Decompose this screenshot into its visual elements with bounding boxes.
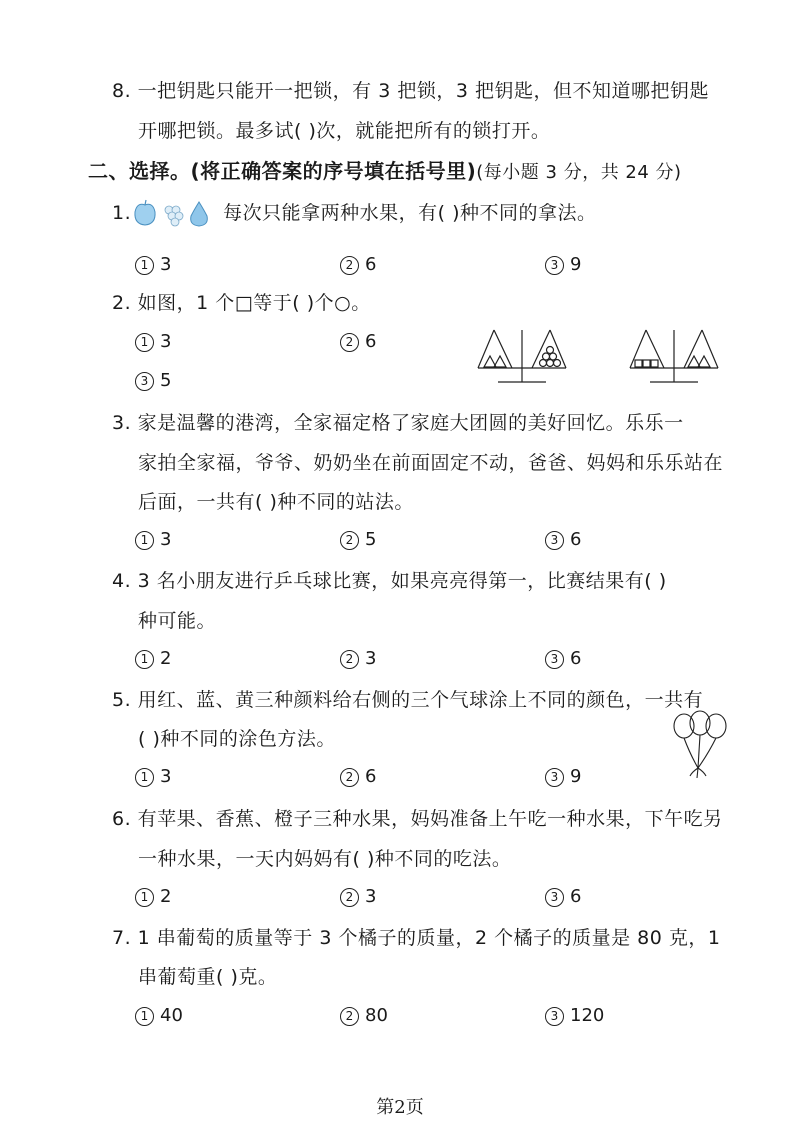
q7-option-1: 1 40 bbox=[135, 1004, 183, 1028]
q1-option-3: 3 9 bbox=[545, 253, 581, 277]
q1-line bbox=[112, 200, 597, 226]
balloon-icon bbox=[706, 714, 726, 738]
option-mark: 1 bbox=[135, 1007, 154, 1026]
q3-line-2: 家拍全家福，爷爷、奶奶坐在前面固定不动，爸爸、妈妈和乐乐站在 bbox=[138, 452, 724, 474]
option-mark: 3 bbox=[545, 256, 564, 275]
q3-line-3: 后面，一共有( )种不同的站法。 bbox=[138, 491, 414, 513]
q7-option-3: 3 120 bbox=[545, 1004, 604, 1028]
option-mark: 2 bbox=[340, 256, 359, 275]
q3-option-2: 2 5 bbox=[340, 528, 376, 552]
section-2-header bbox=[88, 158, 682, 186]
option-mark: 3 bbox=[135, 372, 154, 391]
q5-option-3: 3 9 bbox=[545, 765, 581, 789]
section-2-title: 二、选择。(将正确答案的序号填在括号里) bbox=[88, 159, 477, 183]
q5-option-2: 2 6 bbox=[340, 765, 376, 789]
q6-line-1: 6. 有苹果、香蕉、橙子三种水果，妈妈准备上午吃一种水果，下午吃另 bbox=[112, 808, 723, 830]
option-mark: 3 bbox=[545, 1007, 564, 1026]
q1-number: 1. bbox=[112, 202, 132, 224]
page-number: 第2页 bbox=[376, 1097, 424, 1118]
q5-line-1: 5. 用红、蓝、黄三种颜料给右侧的三个气球涂上不同的颜色，一共有 bbox=[112, 689, 704, 711]
q4-line-2: 种可能。 bbox=[138, 610, 217, 632]
option-mark: 3 bbox=[545, 531, 564, 550]
q4-option-1: 1 2 bbox=[135, 647, 171, 671]
q5-option-1: 1 3 bbox=[135, 765, 171, 789]
option-mark: 3 bbox=[545, 650, 564, 669]
option-mark: 3 bbox=[545, 888, 564, 907]
q8-line-1: 8. 一把钥匙只能开一把锁，有 3 把锁，3 把钥匙，但不知道哪把钥匙 bbox=[112, 80, 709, 102]
option-mark: 2 bbox=[340, 531, 359, 550]
q4-option-3: 3 6 bbox=[545, 647, 581, 671]
q4-line-1: 4. 3 名小朋友进行乒乓球比赛，如果亮亮得第一，比赛结果有( ) bbox=[112, 570, 667, 592]
option-mark: 2 bbox=[340, 888, 359, 907]
q2-option-1: 1 3 bbox=[135, 330, 171, 354]
q6-option-3: 3 6 bbox=[545, 885, 581, 909]
fruit-icons-svg bbox=[131, 198, 223, 228]
option-mark: 1 bbox=[135, 256, 154, 275]
option-mark: 2 bbox=[340, 1007, 359, 1026]
q2-option-3: 3 5 bbox=[135, 369, 171, 393]
apple-icon bbox=[135, 200, 155, 225]
q2-option-2: 2 6 bbox=[340, 330, 376, 354]
q3-line-1: 3. 家是温馨的港湾，全家福定格了家庭大团圆的美好回忆。乐乐一 bbox=[112, 412, 684, 434]
q5-line-2: ( )种不同的涂色方法。 bbox=[138, 728, 336, 750]
q1-option-1: 1 3 bbox=[135, 253, 171, 277]
q2-line: 2. 如图，1 个□等于( )个○。 bbox=[112, 292, 371, 314]
balloons-figure bbox=[670, 712, 730, 782]
q3-option-1: 1 3 bbox=[135, 528, 171, 552]
q3-option-3: 3 6 bbox=[545, 528, 581, 552]
q6-option-2: 2 3 bbox=[340, 885, 376, 909]
q7-line-1: 7. 1 串葡萄的质量等于 3 个橘子的质量，2 个橘子的质量是 80 克，1 bbox=[112, 927, 721, 949]
option-mark: 1 bbox=[135, 888, 154, 907]
fruit-icons bbox=[131, 200, 223, 226]
q1-text: 每次只能拿两种水果，有( )种不同的拿法。 bbox=[223, 202, 597, 224]
option-mark: 2 bbox=[340, 333, 359, 352]
grapes-icon bbox=[165, 206, 183, 226]
option-mark: 1 bbox=[135, 768, 154, 787]
option-mark: 1 bbox=[135, 333, 154, 352]
q6-line-2: 一种水果，一天内妈妈有( )种不同的吃法。 bbox=[138, 848, 512, 870]
balance-scale-right bbox=[630, 330, 718, 382]
section-2-note: (每小题 3 分，共 24 分) bbox=[476, 162, 682, 183]
option-mark: 3 bbox=[545, 768, 564, 787]
q6-option-1: 1 2 bbox=[135, 885, 171, 909]
q8-line-2: 开哪把锁。最多试( )次，就能把所有的锁打开。 bbox=[138, 120, 551, 142]
pear-icon bbox=[191, 202, 208, 226]
q4-option-2: 2 3 bbox=[340, 647, 376, 671]
option-mark: 2 bbox=[340, 768, 359, 787]
option-mark: 1 bbox=[135, 650, 154, 669]
q1-option-2: 2 6 bbox=[340, 253, 376, 277]
q7-option-2: 2 80 bbox=[340, 1004, 388, 1028]
option-mark: 2 bbox=[340, 650, 359, 669]
q7-line-2: 串葡萄重( )克。 bbox=[138, 966, 278, 988]
balance-scale-left bbox=[478, 330, 566, 382]
balance-scales-figure bbox=[470, 318, 750, 388]
option-mark: 1 bbox=[135, 531, 154, 550]
